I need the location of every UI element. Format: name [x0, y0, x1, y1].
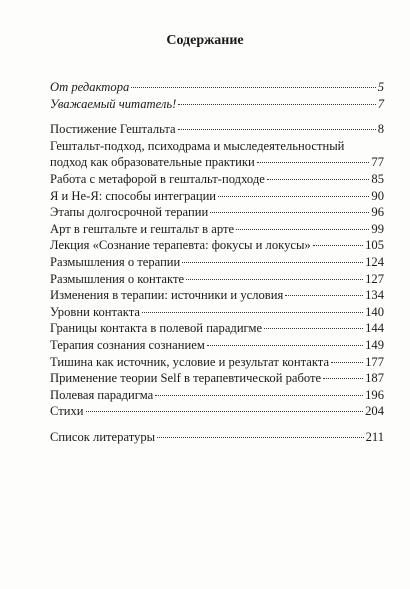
- toc-entry: [50, 188, 384, 205]
- toc-entry-page: 211: [365, 429, 384, 444]
- dot-leader: [264, 328, 363, 329]
- page-title: Содержание: [166, 33, 244, 48]
- toc-entry: [50, 403, 384, 420]
- toc-entry-page: 5: [377, 80, 384, 94]
- toc-entry-page: 85: [371, 171, 384, 186]
- dot-leader: [182, 262, 363, 263]
- dot-leader: [178, 129, 376, 130]
- dot-leader: [323, 378, 363, 379]
- toc-entry-title: Уважаемый читатель!: [50, 96, 177, 111]
- dot-leader: [331, 362, 363, 363]
- toc-entry-page: 177: [365, 354, 384, 369]
- toc-entry-page: 105: [365, 238, 384, 253]
- dot-leader: [285, 295, 363, 296]
- toc-entry-page: 140: [365, 304, 384, 319]
- toc-entry-title: Стихи: [50, 404, 84, 419]
- toc-entry: [50, 237, 384, 254]
- toc-entry-page: 99: [371, 221, 384, 236]
- dot-leader: [186, 279, 363, 280]
- toc-entry-title-line: подход как образовательные практики: [50, 155, 255, 170]
- toc-entry: [50, 96, 384, 113]
- toc-entry-page: 204: [365, 404, 384, 419]
- toc-entry-title: Терапия сознания сознанием: [50, 337, 205, 352]
- toc-entry-title: От редактора: [50, 80, 130, 94]
- table-of-contents: [50, 79, 384, 445]
- toc-entry-title: Список литературы: [50, 429, 156, 444]
- toc-entry-last-line: [50, 154, 384, 171]
- toc-entry-title: Этапы долгосрочной терапии: [50, 205, 209, 220]
- toc-entry: [50, 79, 384, 96]
- toc-entry-page: 7: [377, 96, 384, 111]
- toc-entry: [50, 320, 384, 337]
- toc-entry-title: Арт в гештальте и гештальт в арте: [50, 221, 235, 236]
- dot-leader: [155, 395, 363, 396]
- toc-entry-page: 149: [365, 337, 384, 352]
- toc-entry: [50, 304, 384, 321]
- toc-entry-page: 77: [371, 155, 384, 170]
- dot-leader: [131, 87, 375, 88]
- toc-entry-title: Я и Не-Я: способы интеграции: [50, 188, 217, 203]
- dot-leader: [157, 437, 363, 438]
- toc-entry-title-line: Гештальт-подход, психодрама и мыследеятельностный: [50, 138, 345, 153]
- toc-entry-page: 90: [371, 188, 384, 203]
- toc-entry-title: Изменения в терапии: источники и условия: [50, 288, 284, 303]
- toc-entry: [50, 204, 384, 221]
- dot-leader: [257, 162, 370, 163]
- toc-entry-title: Границы контакта в полевой парадигме: [50, 321, 263, 336]
- dot-leader: [210, 212, 369, 213]
- dot-leader: [207, 345, 363, 346]
- toc-entry-page: 187: [365, 371, 384, 386]
- toc-entry: [50, 354, 384, 371]
- dot-leader: [142, 312, 363, 313]
- toc-entry-title: Размышления о терапии: [50, 254, 181, 269]
- toc-entry: [50, 254, 384, 271]
- toc-entry: [50, 370, 384, 387]
- toc-entry-title: Полевая парадигма: [50, 387, 154, 402]
- toc-entry-title: Размышления о контакте: [50, 271, 185, 286]
- toc-entry-page: 144: [365, 321, 384, 336]
- dot-leader: [236, 229, 369, 230]
- dot-leader: [86, 411, 364, 412]
- toc-entry: [50, 221, 384, 238]
- toc-entry-title: Работа с метафорой в гештальт-подходе: [50, 171, 265, 186]
- toc-entry-page: 134: [365, 288, 384, 303]
- dot-leader: [178, 104, 375, 105]
- toc-entry: [50, 138, 384, 171]
- toc-entry-page: 96: [371, 205, 384, 220]
- dot-leader: [313, 245, 363, 246]
- toc-entry: [50, 337, 384, 354]
- section-spacer: [50, 112, 384, 121]
- toc-entry: [50, 171, 384, 188]
- toc-entry: [50, 387, 384, 404]
- toc-entry-page: 8: [377, 122, 384, 137]
- toc-entry: [50, 287, 384, 304]
- toc-entry-title: Лекция «Сознание терапевта: фокусы и локусы»: [50, 238, 311, 253]
- toc-entry: [50, 271, 384, 288]
- toc-entry: [50, 429, 384, 446]
- toc-entry-title: Постижение Гештальта: [50, 122, 176, 137]
- toc-entry-page: 127: [365, 271, 384, 286]
- dot-leader: [218, 196, 369, 197]
- toc-entry-title: Тишина как источник, условие и результат контакта: [50, 354, 330, 369]
- toc-entry: [50, 121, 384, 138]
- toc-entry-page: 124: [365, 254, 384, 269]
- toc-entry-page: 196: [365, 387, 384, 402]
- toc-entry-title: Уровни контакта: [50, 304, 140, 319]
- toc-entry-title: Применение теории Self в терапевтической работе: [50, 371, 322, 386]
- section-spacer: [50, 420, 384, 429]
- dot-leader: [267, 179, 370, 180]
